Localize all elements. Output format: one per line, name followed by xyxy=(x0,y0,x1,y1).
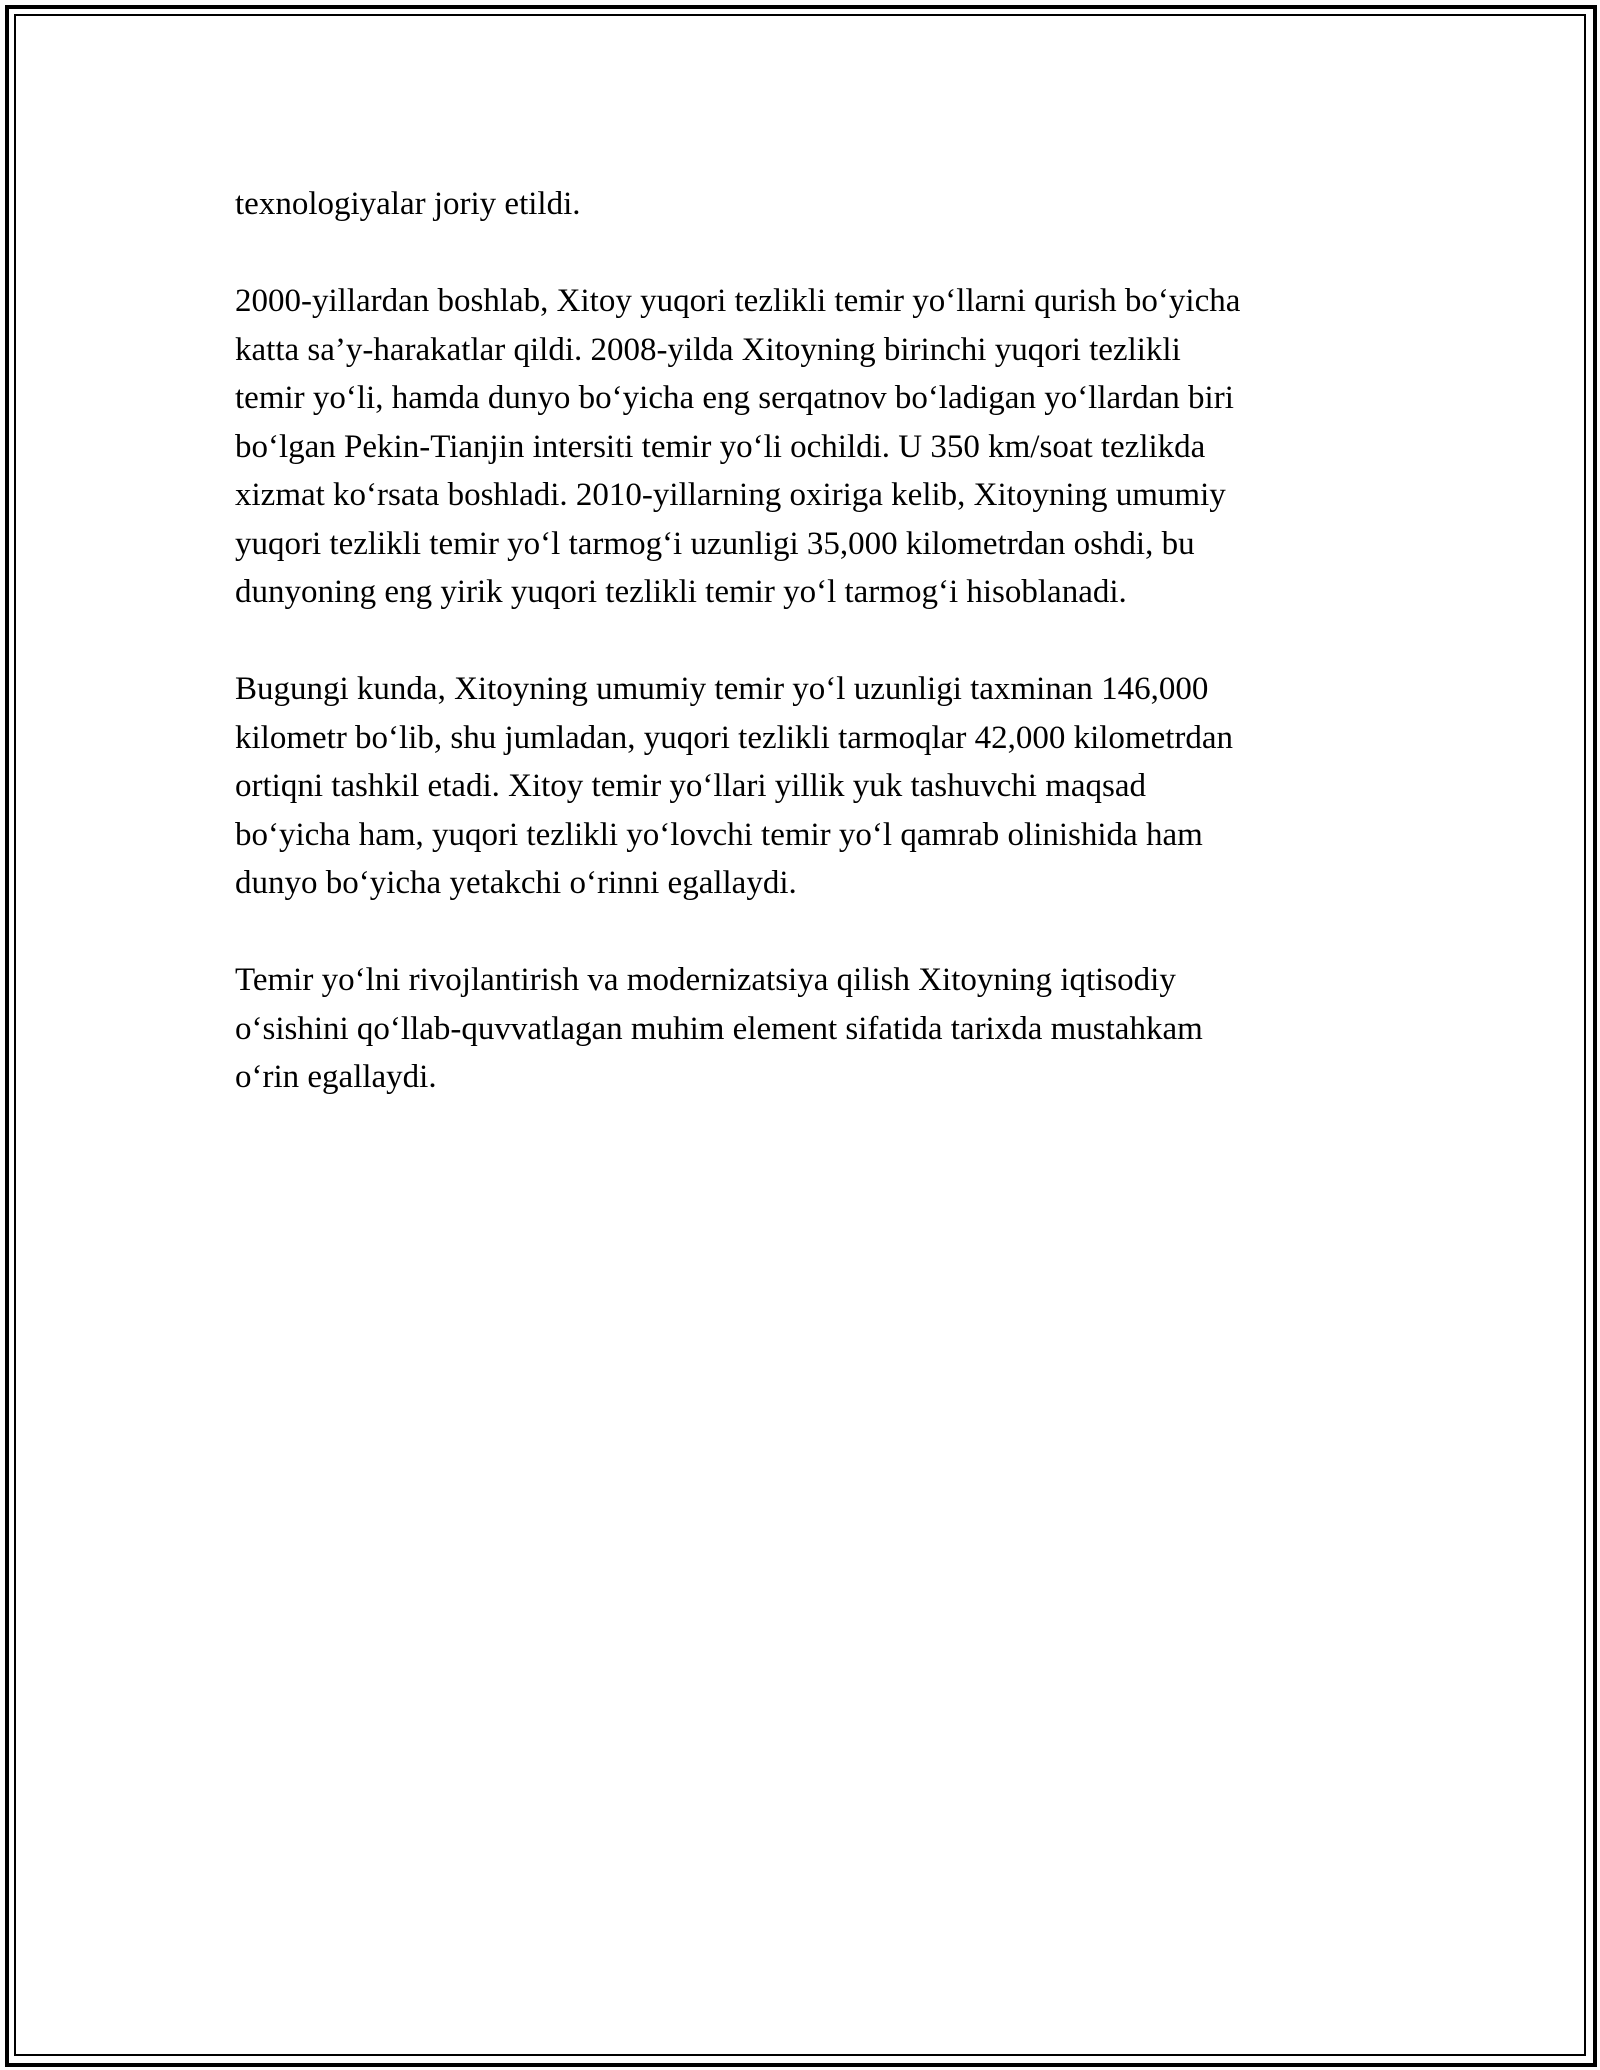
paragraph-4: Temir yo‘lni rivojlantirish va modernizatsiya qilish Xitoyning iqtisodiy o‘sishini qo‘llab-quvvatlagan muhim element sifatida tarixda mustahkam o‘rin egallaydi. xyxy=(235,962,1203,1095)
document-body xyxy=(235,180,1365,1150)
paragraph-2: 2000-yillardan boshlab, Xitoy yuqori tezlikli temir yo‘llarni qurish bo‘yicha katta sa’y-harakatlar qildi. 2008-yilda Xitoyning birinchi yuqori tezlikli temir yo‘li, hamda dunyo bo‘yicha eng serqatnov bo‘ladigan yo‘llardan biri bo‘lgan Pekin-Tianjin intersiti temir yo‘li ochildi. U 350 km/soat tezlikda xizmat ko‘rsata boshladi. 2010-yillarning oxiriga kelib, Xitoyning umumiy yuqori tezlikli temir yo‘l tarmog‘i uzunligi 35,000 kilometrdan oshdi, bu dunyoning eng yirik yuqori tezlikli temir yo‘l tarmog‘i hisoblanadi. xyxy=(235,283,1241,610)
paragraph-1: texnologiyalar joriy etildi. xyxy=(235,186,581,222)
paragraph-3: Bugungi kunda, Xitoyning umumiy temir yo‘l uzunligi taxminan 146,000 kilometr bo‘lib, shu jumladan, yuqori tezlikli tarmoqlar 42,000 kilometrdan ortiqni tashkil etadi. Xitoy temir yo‘llari yillik yuk tashuvchi maqsad bo‘yicha ham, yuqori tezlikli yo‘lovchi temir yo‘l qamrab olinishida ham dunyo bo‘yicha yetakchi o‘rinni egallaydi. xyxy=(235,671,1234,901)
